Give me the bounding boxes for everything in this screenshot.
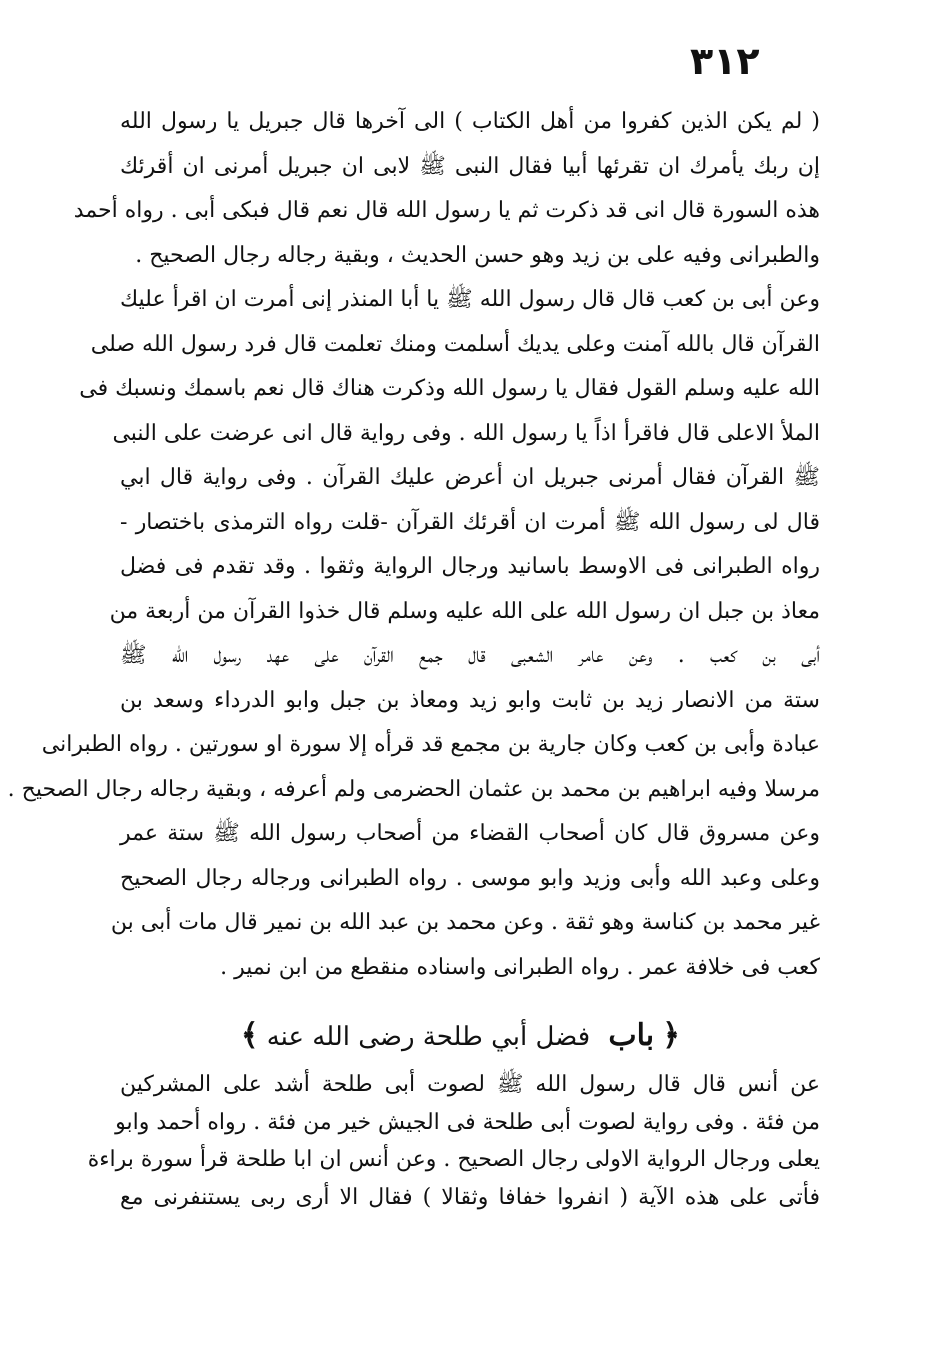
text-line: قال لى رسول الله ﷺ أمرت ان أقرئك القرآن -قلت رواه الترمذى باختصار - [120, 509, 820, 535]
text-line: وعن مسروق قال كان أصحاب القضاء من أصحاب رسول الله ﷺ ستة عمر [120, 821, 820, 846]
text-line: ( لم يكن الذين كفروا من أهل الكتاب ) الى آخرها قال جبريل يا رسول الله [120, 109, 820, 134]
text-line: الله عليه وسلم القول فقال يا رسول الله وذكرت هناك قال نعم باسمك ونسبك فى [79, 376, 820, 401]
heading-bab-label: باب [608, 1018, 655, 1053]
paragraph-block-2 [87, 1066, 820, 1216]
chapter-heading [240, 1010, 680, 1062]
heading-title: فضل أبي طلحة رضى الله عنه [266, 1022, 591, 1052]
text-line: أبى بن كعب . وعن عامر الشعبى قال جمع القرآن على عهد رسول الله ﷺ [120, 643, 820, 668]
text-line: كعب فى خلافة عمر . رواه الطبرانى واسناده منقطع من ابن نمير . [220, 954, 820, 980]
text-line: والطبرانى وفيه على بن زيد وهو حسن الحديث ، وبقية رجاله رجال الصحيح . [135, 242, 820, 268]
text-line: القرآن قال بالله آمنت وعلى يديك أسلمت ومنك تعلمت قال فرد رسول الله صلى [90, 331, 820, 357]
text-line: مرسلا وفيه ابراهيم بن محمد بن عثمان الحضرمى ولم أعرفه ، وبقية رجاله رجال الصحيح . [7, 776, 820, 802]
text-line: عن أنس قال قال رسول الله ﷺ لصوت أبى طلحة أشد على المشركين [120, 1072, 820, 1097]
text-line: معاذ بن جبل ان رسول الله على الله عليه وسلم قال خذوا القرآن من أربعة من [109, 598, 820, 624]
paragraph-block-1 [7, 100, 820, 990]
text-line: إن ربك يأمرك ان تقرئها أبيا فقال النبى ﷺ لابى ان جبريل أمرنى ان أقرئك [120, 153, 820, 179]
text-line: فأتى على هذه الآية ( انفروا خفافا وثقالا ) فقال الا أرى ربى يستنفرنى مع [120, 1184, 820, 1210]
heading-close-bracket: ﴾ [240, 1018, 259, 1053]
text-line: هذه السورة قال انى قد ذكرت ثم يا رسول الله قال نعم قال فبكى أبى . رواه أحمد [73, 198, 820, 223]
heading-open-bracket: ﴿ [662, 1018, 680, 1053]
text-line: غير محمد بن كناسة وهو ثقة . وعن محمد بن عبد الله بن نمير قال مات أبى بن [110, 910, 820, 935]
text-line: يعلى ورجال الرواية الاولى رجال الصحيح . وعن أنس ان ابا طلحة قرأ سورة براءة [87, 1147, 820, 1172]
text-line: عبادة وأبى بن كعب وكان جارية بن مجمع قد قرأه إلا سورة او سورتين . رواه الطبرانى [41, 732, 820, 757]
text-line: الملأ الاعلى قال فاقرأ اذاً يا رسول الله . وفى رواية قال انى عرضت على النبى [112, 420, 820, 446]
page-number: ٣١٢ [690, 39, 760, 83]
text-line: ستة من الانصار زيد بن ثابت وابو زيد ومعاذ بن جبل وابو الدرداء وسعد بن [120, 687, 820, 713]
text-line: رواه الطبرانى فى الاوسط باسانيد ورجال الرواية وثقوا . وقد تقدم فى فضل [120, 554, 820, 579]
text-line: وعلى وعبد الله وأبى وزيد وابو موسى . رواه الطبرانى ورجاله رجال الصحيح [120, 865, 820, 891]
text-line: ﷺ القرآن فقال أمرنى جبريل ان أعرض عليك القرآن . وفى رواية قال ابي [120, 465, 820, 490]
text-line: وعن أبى بن كعب قال قال رسول الله ﷺ يا أبا المنذر إنى أمرت ان اقرأ عليك [120, 287, 820, 312]
text-line: من فئة . وفى رواية لصوت أبى طلحة فى الجيش خير من فئة . رواه أحمد وابو [115, 1109, 820, 1135]
